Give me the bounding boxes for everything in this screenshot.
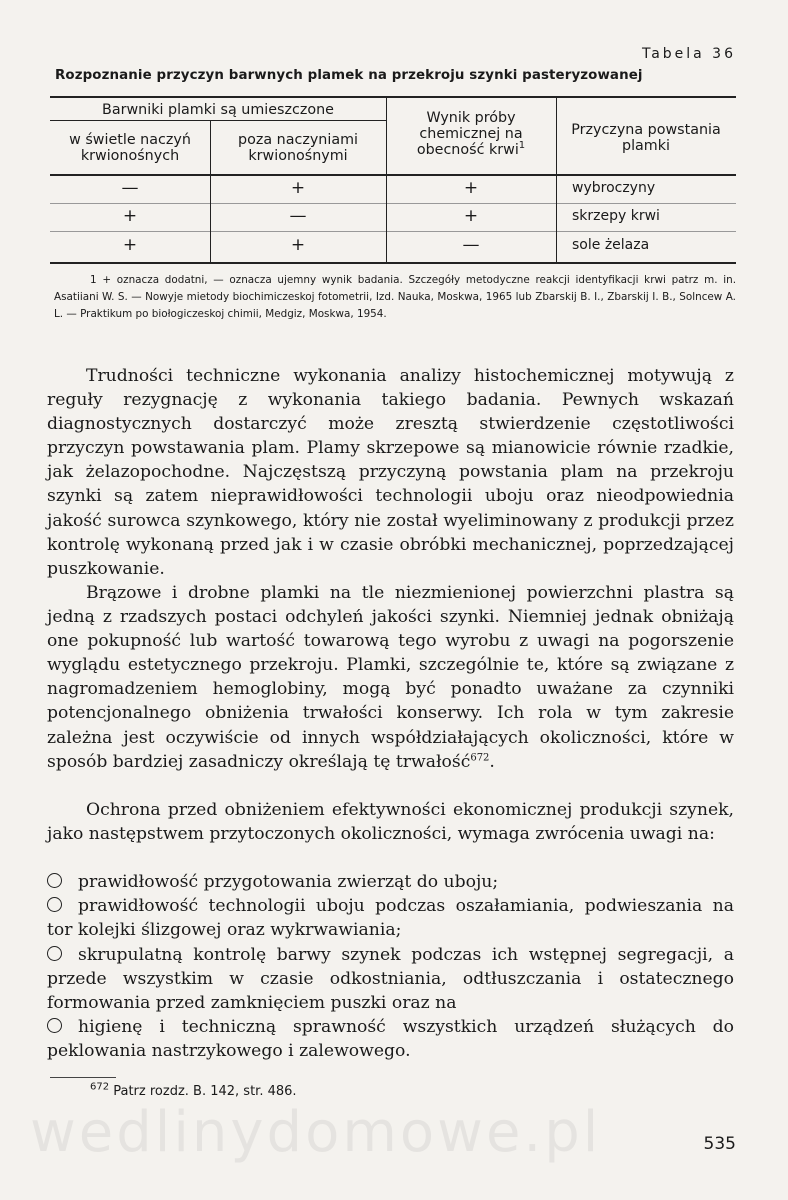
table-cell: — [121, 178, 139, 198]
list-item [47, 943, 734, 1015]
table-footnote [54, 272, 736, 323]
list-item [47, 870, 734, 894]
list-item [47, 1015, 734, 1063]
paragraph-1: Trudności techniczne wykonania analizy histochemicznej motywują z reguły rezygnację z wykonania takiego badania. Pewnych wskazań diagnostycznych dostarczyć może zresztą stwierdzenie częstotliwości przyczyn powstawania plam. Plamy skrzepowe są mianowicie równie rzadkie, jak żelazopochodne. Najczęstszą przyczyną powstania plam na przekroju szynki są zatem nieprawidłowości technologii uboju oraz nieodpowiednia jakość surowca szynkowego, który nie został wyeliminowany z produkcji przez kontrolę wykonaną przed jak i w czasie obróbki mechanicznej, poprzedzającej puszkowanie. [47, 366, 734, 579]
list-item [47, 894, 734, 942]
table-label: Tabela 36 [641, 46, 736, 62]
paragraph-3: Ochrona przed obniżeniem efektywności ekonomicznej produkcji szynek, jako następstwem przytoczonych okoliczności, wymaga zwrócenia uwagi na: [47, 800, 734, 845]
paragraph-2 [47, 581, 734, 774]
table-vrule-3 [556, 96, 557, 262]
list-item-text: prawidłowość przygotowania zwierząt do uboju; [78, 872, 499, 892]
circle-bullet-icon [47, 1018, 62, 1033]
table-cell: — [462, 235, 480, 255]
watermark: wedlinydomowe.pl [30, 1100, 602, 1165]
page-footnote-number: 672 [90, 1081, 110, 1093]
table-cell: + [463, 178, 479, 198]
header-col2: poza naczyniami krwionośnymi [238, 132, 358, 164]
table-rule-header [50, 174, 736, 176]
page-footnote-text: Patrz rozdz. B. 142, str. 486. [113, 1084, 297, 1099]
table-cell: — [289, 206, 307, 226]
circle-bullet-icon [47, 897, 62, 912]
header-col3-sup: 1 [518, 140, 526, 152]
header-col3-text: Wynik próby chemicznej na obecność krwi [416, 110, 523, 158]
table-cell: + [122, 206, 138, 226]
header-col4: Przyczyna powstania plamki [571, 122, 721, 154]
header-col3 [396, 110, 546, 158]
page-number: 535 [703, 1134, 736, 1154]
footnote-ref: 672 [470, 751, 490, 763]
table-footnote-text: 1 + oznacza dodatni, — oznacza ujemny wynik badania. Szczegóły metodyczne reakcji identyfikacji krwi patrz m. in. Asatiiani W. S. — Nowyje mietody biochimiczeskoj fotometrii, Izd. Nauka, Moskwa, 1965 lub Zbarskij B. I., Zbarskij I. B., Solncew A. L. — Praktikum po biołogiczeskoj chimii, Medgiz, Moskwa, 1954. [54, 274, 736, 320]
table-cell-cause: sole żelaza [572, 237, 650, 253]
table-cell: + [463, 206, 479, 226]
list-item-text: higienę i techniczną sprawność wszystkich urządzeń służących do peklowania nastrzykowego i zalewowego. [47, 1017, 734, 1062]
page-footnote [90, 1081, 297, 1099]
table-cell-cause: wybroczyny [572, 180, 656, 196]
header-col1: w świetle naczyń krwionośnych [69, 132, 191, 164]
paragraph-2-end: . [489, 751, 495, 772]
table-title: Rozpoznanie przyczyn barwnych plamek na przekroju szynki pasteryzowanej [55, 68, 643, 83]
table-rule-row2 [50, 231, 736, 232]
list-item-text: skrupulatną kontrolę barwy szynek podczas ich wstępnej segregacji, a przede wszystkim w czasie odkostniania, odtłuszczania i ostatecznego formowania przed zamknięciem puszki oraz na [47, 945, 734, 1014]
table-rule-top [50, 96, 736, 98]
paragraph-2-text: Brązowe i drobne plamki na tle niezmienionej powierzchni plastra są jedną z rzadszych postaci odchyleń jakości szynki. Niemniej jednak obniżają one pokupność lub wartość towarową tego wyrobu z uwagi na pogorszenie wyglądu estetycznego przekroju. Plamki, szczególnie te, które są związane z nagromadzeniem hemoglobiny, mogą być ponadto uważane za czynniki potencjonalnego obniżenia trwałości konserwy. Ich rola w tym zakresie zależna jest oczywiście od innych współdziałających okoliczności, które w sposób bardziej zasadniczy określają tę trwałość [47, 583, 734, 772]
table-rule-bottom [50, 262, 736, 264]
table-rule-group [50, 120, 386, 121]
table-cell: + [290, 235, 306, 255]
circle-bullet-icon [47, 873, 62, 888]
table-cell: + [290, 178, 306, 198]
footnote-rule [50, 1077, 116, 1078]
list-item-text: prawidłowość technologii uboju podczas oszałamiania, podwieszania na tor kolejki ślizgowej oraz wykrwawiania; [47, 896, 734, 941]
header-group: Barwniki plamki są umieszczone [102, 102, 334, 118]
table-cell: + [122, 235, 138, 255]
circle-bullet-icon [47, 946, 62, 961]
table-cell-cause: skrzepy krwi [572, 208, 660, 224]
table-rule-row1 [50, 203, 736, 204]
